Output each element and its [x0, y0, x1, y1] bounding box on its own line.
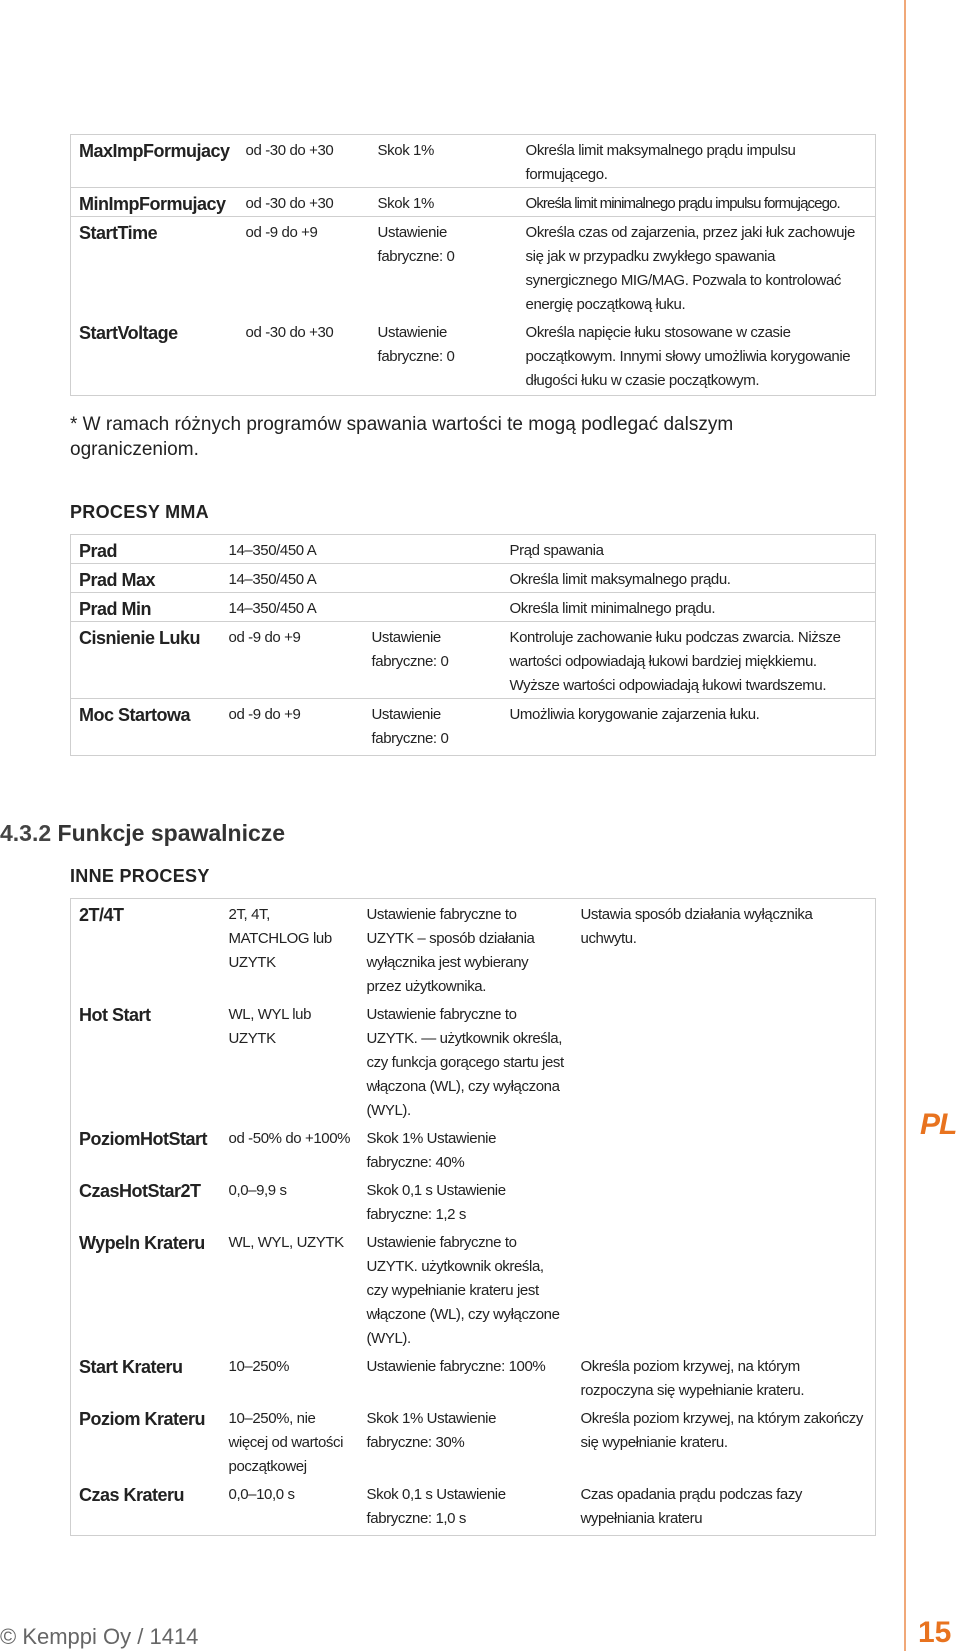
mma-heading: PROCESY MMA	[70, 502, 209, 522]
mma-table	[70, 534, 876, 756]
param-desc: Prąd spawania	[509, 542, 604, 559]
param-step: Skok 1%	[370, 188, 518, 217]
param-desc: Ustawia sposób działania wyłącznika uchwytu.	[580, 906, 813, 947]
param-desc: Określa poziom krzywej, na którym zakończy się wypełnianie krateru.	[580, 1410, 863, 1451]
param-step: Ustawienie fabryczne: 0	[370, 217, 518, 318]
other-processes-heading: INNE PROCESY	[70, 866, 210, 886]
param-range: od -30 do +30	[245, 324, 334, 341]
param-range: od -30 do +30	[238, 188, 370, 217]
param-desc: Określa limit minimalnego prądu impulsu formującego.	[518, 188, 876, 217]
table-row	[71, 1403, 876, 1479]
param-name: 2T/4T	[79, 905, 124, 925]
other-processes-table	[70, 898, 876, 1536]
section-title	[0, 820, 285, 847]
param-range: od -9 do +9	[238, 217, 370, 318]
table-row	[71, 899, 876, 1000]
param-name: Prad	[79, 541, 118, 561]
section-number: 4.3.2	[0, 820, 52, 846]
param-range: 2T, 4T, MATCHLOG lub UZYTK	[228, 906, 332, 971]
orange-margin-rule	[904, 0, 906, 1651]
param-range: WL, WYL lub UZYTK	[228, 1006, 312, 1047]
param-step: Ustawienie fabryczne to UZYTK. — użytkownik określa, czy funkcja gorącego startu jest włączona (WL), czy wyłączona (WYL).	[366, 1006, 564, 1119]
param-range: 14–350/450 A	[221, 593, 364, 622]
table-row	[71, 564, 876, 593]
param-range: od -30 do +30	[245, 142, 334, 159]
param-step: Ustawienie fabryczne: 100%	[366, 1358, 546, 1375]
param-step: Ustawienie fabryczne to UZYTK. użytkownik określa, czy wypełnianie krateru jest włączone (WL), czy wyłączone (WYL).	[366, 1234, 560, 1347]
table-row	[71, 999, 876, 1123]
param-desc: Określa limit minimalnego prądu.	[502, 593, 876, 622]
param-desc: Kontroluje zachowanie łuku podczas zwarcia. Niższe wartości odpowiadają łukowi bardziej miękkiemu. Wyższe wartości odpowiadają łukowi twardszemu.	[502, 622, 876, 699]
page-number: 15	[918, 1616, 952, 1649]
param-range: WL, WYL, UZYTK	[228, 1234, 344, 1251]
table-row	[71, 188, 876, 217]
param-step: Ustawienie fabryczne: 0	[364, 622, 502, 699]
table-row	[71, 135, 876, 188]
table-row	[71, 1123, 876, 1175]
param-desc: Określa poziom krzywej, na którym rozpoczyna się wypełnianie krateru.	[580, 1358, 805, 1399]
param-desc: Określa napięcie łuku stosowane w czasie początkowym. Innymi słowy umożliwia korygowanie długości łuku w czasie początkowym.	[525, 324, 851, 389]
copyright-footer: © Kemppi Oy / 1414	[0, 1624, 199, 1649]
param-name: Prad Max	[71, 564, 221, 593]
language-tag: PL	[920, 1108, 957, 1141]
param-range: 14–350/450 A	[221, 564, 364, 593]
param-name: Moc Startowa	[71, 699, 221, 756]
param-range: 10–250%, nie więcej od wartości początkowej	[228, 1410, 344, 1475]
synergic-parameters-table	[70, 134, 876, 396]
table-row	[71, 593, 876, 622]
param-range: od -9 do +9	[221, 622, 364, 699]
param-desc: Określa limit maksymalnego prądu.	[502, 564, 876, 593]
param-step: Skok 0,1 s Ustawienie fabryczne: 1,0 s	[366, 1486, 506, 1527]
param-step: Skok 1% Ustawienie fabryczne: 40%	[366, 1130, 497, 1171]
param-step	[364, 535, 502, 564]
param-desc: Określa limit maksymalnego prądu impulsu formującego.	[525, 142, 796, 183]
param-desc	[573, 1175, 876, 1227]
param-range: 10–250%	[228, 1358, 290, 1375]
table-row	[71, 699, 876, 756]
param-range: od -9 do +9	[221, 699, 364, 756]
param-step: Ustawienie fabryczne: 0	[364, 699, 502, 756]
param-desc	[573, 999, 876, 1123]
param-name: StartTime	[71, 217, 238, 318]
param-step: Ustawienie fabryczne to UZYTK – sposób działania wyłącznika jest wybierany przez użytkownika.	[366, 906, 535, 995]
param-step: Ustawienie fabryczne: 0	[377, 324, 455, 365]
param-name: Wypeln Krateru	[79, 1233, 205, 1253]
param-range: 0,0–10,0 s	[228, 1486, 295, 1503]
table-row	[71, 1351, 876, 1403]
param-range: od -50% do +100%	[228, 1130, 351, 1147]
param-step: Skok 1% Ustawienie fabryczne: 30%	[366, 1410, 497, 1451]
param-desc: Określa czas od zajarzenia, przez jaki łuk zachowuje się jak w przypadku zwykłego spawania synergicznego MIG/MAG. Pozwala to kontrolować energię początkową łuku.	[518, 217, 876, 318]
section-name: Funkcje spawalnicze	[57, 820, 286, 846]
param-step: Skok 1%	[377, 142, 434, 159]
param-step	[364, 593, 502, 622]
param-desc	[573, 1227, 876, 1351]
table-row	[71, 1227, 876, 1351]
table-row	[71, 535, 876, 564]
param-step: Skok 0,1 s Ustawienie fabryczne: 1,2 s	[366, 1182, 506, 1223]
param-name: Poziom Krateru	[79, 1409, 206, 1429]
param-name: MaxImpFormujacy	[79, 141, 230, 161]
param-step	[364, 564, 502, 593]
param-name: StartVoltage	[79, 323, 178, 343]
param-range: 0,0–9,9 s	[228, 1182, 287, 1199]
param-range: 14–350/450 A	[228, 542, 317, 559]
param-name: Start Krateru	[79, 1357, 183, 1377]
param-name: PoziomHotStart	[79, 1129, 207, 1149]
param-name: MinImpFormujacy	[71, 188, 238, 217]
table-row	[71, 622, 876, 699]
param-desc	[573, 1123, 876, 1175]
param-name: Czas Krateru	[79, 1485, 185, 1505]
param-desc: Umożliwia korygowanie zajarzenia łuku.	[502, 699, 876, 756]
table-row	[71, 317, 876, 396]
table-row	[71, 1175, 876, 1227]
table-row	[71, 1479, 876, 1536]
table-row	[71, 217, 876, 318]
param-name: Cisnienie Luku	[71, 622, 221, 699]
param-name: Hot Start	[79, 1005, 151, 1025]
param-name: Prad Min	[71, 593, 221, 622]
param-desc: Czas opadania prądu podczas fazy wypełniania krateru	[580, 1486, 803, 1527]
table-footnote: * W ramach różnych programów spawania wartości te mogą podlegać dalszym ograniczeniom.	[70, 414, 734, 460]
param-name: CzasHotStar2T	[79, 1181, 201, 1201]
